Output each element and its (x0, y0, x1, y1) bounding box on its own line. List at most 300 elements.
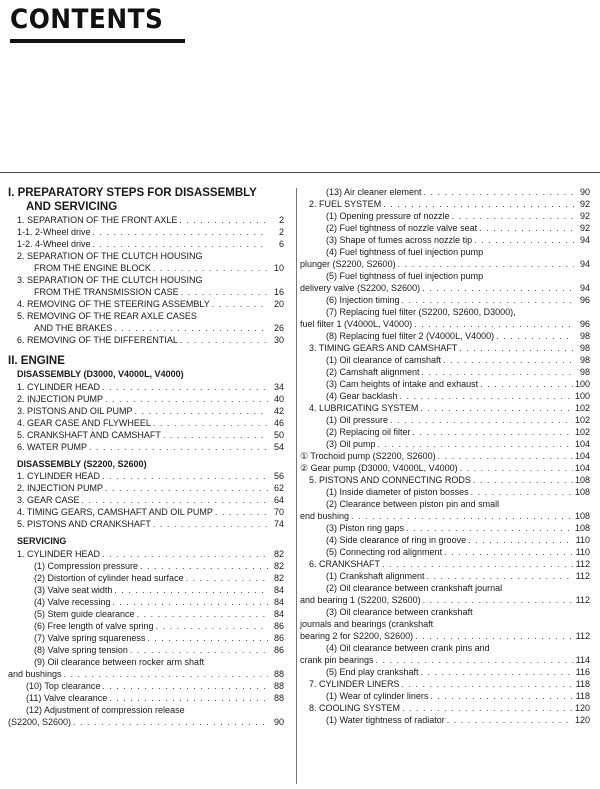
toc-entry-title: ② Gear pump (D3000, V4000L, V4000) (300, 463, 458, 473)
toc-entry (8, 250, 284, 262)
toc-entry-title: 3. TIMING GEARS AND CAMSHAFT (309, 343, 458, 353)
leader-dots (351, 510, 573, 522)
page-title: CONTENTS (10, 4, 164, 35)
toc-page-number: 112 (575, 595, 590, 605)
toc-entry-title: (13) Air cleaner element (326, 187, 422, 197)
leader-dots (147, 632, 268, 644)
toc-entry (300, 486, 590, 498)
toc-page-number: 112 (575, 571, 590, 581)
toc-page-number: 104 (574, 463, 590, 473)
toc-entry (8, 716, 284, 728)
leader-dots (215, 506, 268, 518)
toc-entry-title: 1. CYLINDER HEAD (17, 381, 101, 392)
toc-page-number: 94 (579, 283, 590, 293)
toc-entry-title: 5. CRANKSHAFT AND CAMSHAFT (17, 429, 161, 440)
toc-entry-title: (5) Stem guide clearance (34, 608, 135, 619)
toc-entry (8, 393, 284, 405)
leader-dots (114, 322, 268, 334)
toc-entry-title: 4. LUBRICATING SYSTEM (309, 403, 419, 413)
toc-entry (300, 714, 590, 726)
toc-entry-title: 6. REMOVING OF THE DIFFERENTIAL (17, 335, 178, 345)
toc-entry (300, 498, 590, 510)
leader-dots (443, 354, 574, 366)
toc-entry (300, 342, 590, 354)
toc-entry-title: 4. TIMING GEARS, CAMSHAFT AND OIL PUMP (17, 507, 213, 517)
toc-entry (8, 704, 284, 716)
toc-page-number: 54 (273, 441, 284, 452)
toc-entry-title: 2. SEPARATION OF THE CLUTCH HOUSING (17, 251, 203, 261)
toc-entry-title: (4) Fuel tightness of fuel injection pump (326, 247, 484, 257)
toc-page-number: 70 (273, 507, 284, 517)
leader-dots (137, 608, 268, 620)
toc-page-number: 120 (574, 715, 590, 725)
toc-entry-title: (7) Replacing fuel filter (S2200, S2600, D3000), (326, 307, 516, 317)
toc-entry-title: 5. PISTONS AND CRANKSHAFT (17, 519, 151, 529)
toc-page-number: 34 (273, 381, 284, 392)
toc-entry (8, 298, 284, 310)
toc-entry-title: (4) Oil clearance between crank pins and (326, 643, 490, 653)
toc-entry-title: (9) Oil clearance between rocker arm shaft (34, 656, 205, 667)
leader-dots (181, 286, 268, 298)
toc-entry (300, 366, 590, 378)
leader-dots (102, 381, 268, 393)
toc-entry-title: 3. SEPARATION OF THE CLUTCH HOUSING (17, 275, 203, 285)
leader-dots (73, 716, 268, 728)
toc-entry (8, 632, 284, 644)
toc-entry-title: 5. PISTONS AND CONNECTING RODS (309, 475, 471, 485)
toc-entry-title: 1-1. 2-Wheel drive (17, 227, 91, 237)
toc-entry-title: and bearing 1 (S2200, S2600) (300, 595, 421, 605)
title-underline (10, 39, 185, 43)
toc-entry-title: (6) Injection timing (326, 295, 400, 305)
leader-dots (156, 620, 268, 632)
toc-entry (8, 548, 284, 560)
leader-dots (430, 690, 573, 702)
toc-entry (300, 690, 590, 702)
toc-page-number: 116 (575, 667, 590, 677)
toc-entry (8, 286, 284, 298)
leader-dots (460, 462, 573, 474)
toc-entry-title: I. PREPARATORY STEPS FOR DISASSEMBLY (8, 187, 257, 199)
toc-entry-title: (7) Valve spring squareness (34, 632, 146, 643)
leader-dots (468, 534, 574, 546)
leader-dots (102, 548, 268, 560)
toc-entry-title: crank pin bearings (300, 655, 374, 665)
leader-dots (382, 558, 574, 570)
toc-page-number: 30 (273, 335, 284, 345)
leader-dots (422, 282, 574, 294)
toc-entry (8, 608, 284, 620)
toc-entry (300, 210, 590, 222)
toc-page-number: 108 (574, 511, 590, 521)
leader-dots (479, 222, 574, 234)
toc-entry-title: 4. GEAR CASE AND FLYWHEEL (17, 417, 151, 428)
toc-entry-title: (11) Valve clearance (26, 692, 108, 703)
leader-dots (89, 441, 268, 453)
leader-dots (427, 570, 574, 582)
toc-entry-title: (5) End play crankshaft (326, 667, 419, 677)
toc-entry (8, 274, 284, 286)
leader-dots (473, 474, 573, 486)
toc-entry-title: 6. CRANKSHAFT (309, 559, 381, 569)
toc-entry-title: (8) Valve spring tension (34, 644, 128, 655)
toc-entry-title: (1) Opening pressure of nozzle (326, 211, 450, 221)
leader-dots (459, 342, 574, 354)
leader-dots (444, 546, 574, 558)
toc-entry (300, 582, 590, 594)
toc-entry-title: DISASSEMBLY (S2200, S2600) (17, 458, 147, 469)
toc-entry (8, 405, 284, 417)
toc-entry (300, 438, 590, 450)
toc-page-number: 110 (575, 547, 590, 557)
leader-dots (153, 518, 268, 530)
toc-entry-title: 2. FUEL SYSTEM (309, 199, 382, 209)
toc-page-number: 6 (278, 239, 284, 249)
toc-entry-title: 1. SEPARATION OF THE FRONT AXLE (17, 215, 178, 225)
toc-entry (8, 572, 284, 584)
toc-entry (8, 441, 284, 453)
leader-dots (422, 366, 574, 378)
toc-page-number: 46 (273, 417, 284, 428)
leader-dots (376, 654, 574, 666)
toc-entry-title: (3) Valve seat width (34, 584, 113, 595)
toc-entry-title: 4. REMOVING OF THE STEERING ASSEMBLY (17, 299, 210, 309)
toc-heading (8, 535, 284, 548)
toc-entry (300, 426, 590, 438)
toc-entry-title: (4) Valve recessing (34, 596, 111, 607)
toc-entry-title: journals and bearings (crankshaft (300, 619, 434, 629)
toc-entry (8, 644, 284, 656)
toc-entry (300, 558, 590, 570)
leader-dots (179, 214, 268, 226)
toc-entry-title: delivery valve (S2200, S2600) (300, 283, 421, 293)
toc-entry-title: (12) Adjustment of compression release (26, 704, 185, 715)
toc-entry (8, 310, 284, 322)
toc-page-number: 88 (273, 680, 284, 691)
toc-entry-title: 8. COOLING SYSTEM (309, 703, 401, 713)
toc-page-number: 62 (273, 483, 284, 493)
toc-page-number: 92 (579, 223, 590, 233)
leader-dots (102, 680, 268, 692)
toc-heading (8, 200, 284, 214)
leader-dots (438, 450, 573, 462)
toc-page-number: 2 (278, 215, 284, 225)
toc-entry (300, 666, 590, 678)
toc-entry (300, 642, 590, 654)
toc-page-number: 82 (273, 548, 284, 559)
toc-entry-title: (3) Cam heights of intake and exhaust (326, 379, 479, 389)
leader-dots (402, 678, 574, 690)
toc-page-number: 84 (273, 608, 284, 619)
toc-entry-title: (1) Oil pressure (326, 415, 389, 425)
toc-page-number: 86 (273, 632, 284, 643)
toc-entry (8, 381, 284, 393)
leader-dots (378, 438, 573, 450)
toc-page-number: 40 (273, 393, 284, 404)
toc-page-number: 112 (575, 631, 590, 641)
toc-entry-title: ① Trochoid pump (S2200, S2600) (300, 451, 436, 461)
toc-page-number: 102 (574, 403, 590, 413)
toc-entry (300, 570, 590, 582)
toc-entry-title: (10) Top clearance (26, 680, 101, 691)
toc-page-number: 84 (273, 584, 284, 595)
leader-dots (420, 402, 573, 414)
leader-dots (135, 405, 268, 417)
toc-entry-title: fuel filter 1 (V4000L, V4000) (300, 319, 413, 329)
toc-entry (8, 584, 284, 596)
leader-dots (383, 198, 574, 210)
toc-entry-title: FROM THE TRANSMISSION CASE (34, 287, 179, 297)
toc-entry (300, 606, 590, 618)
toc-page-number: 104 (574, 451, 590, 461)
toc-entry (8, 692, 284, 704)
toc-entry (300, 546, 590, 558)
toc-page-number: 42 (273, 405, 284, 416)
leader-dots (471, 486, 573, 498)
toc-page-number: 90 (273, 716, 284, 727)
toc-page-number: 10 (273, 263, 284, 273)
toc-entry-title: (2) Clearance between piston pin and small (326, 499, 500, 509)
toc-entry (300, 222, 590, 234)
toc-entry-title: FROM THE ENGINE BLOCK (34, 263, 151, 273)
toc-entry-title: (1) Water tightness of radiator (326, 715, 445, 725)
toc-entry-title: bearing 2 for S2200, S2600) (300, 631, 414, 641)
toc-entry (8, 262, 284, 274)
toc-entry (8, 322, 284, 334)
toc-entry-title: end bushing (300, 511, 350, 521)
toc-page-number: 26 (273, 323, 284, 333)
toc-entry-title: (8) Replacing fuel filter 2 (V4000L, V4000) (326, 331, 495, 341)
toc-entry (8, 417, 284, 429)
toc-entry (8, 506, 284, 518)
toc-entry (300, 450, 590, 462)
toc-page-number: 98 (579, 355, 590, 365)
toc-entry (8, 494, 284, 506)
leader-dots (130, 644, 268, 656)
toc-entry-title: (1) Crankshaft alignment (326, 571, 425, 581)
toc-entry (8, 214, 284, 226)
toc-entry-title: 6. WATER PUMP (17, 441, 88, 452)
toc-page-number: 104 (574, 439, 590, 449)
leader-dots (93, 226, 268, 238)
toc-entry-title: 3. GEAR CASE (17, 495, 80, 505)
toc-entry (300, 198, 590, 210)
toc-entry (300, 654, 590, 666)
toc-entry (300, 270, 590, 282)
toc-entry-title: 2. INJECTION PUMP (17, 483, 104, 493)
toc-entry (300, 234, 590, 246)
toc-entry-title: 3. PISTONS AND OIL PUMP (17, 405, 133, 416)
leader-dots (496, 330, 574, 342)
toc-page-number: 94 (579, 259, 590, 269)
toc-heading (8, 368, 284, 381)
toc-page-number: 2 (278, 227, 284, 237)
toc-page-number: 92 (579, 211, 590, 221)
toc-entry-title: 5. REMOVING OF THE REAR AXLE CASES (17, 311, 197, 321)
column-divider (296, 188, 297, 784)
toc-page-number: 118 (575, 691, 590, 701)
leader-dots (474, 234, 574, 246)
leader-dots (105, 393, 268, 405)
toc-page-number: 74 (273, 519, 284, 529)
toc-entry (300, 618, 590, 630)
toc-entry (8, 560, 284, 572)
toc-page-number: 56 (273, 471, 284, 481)
toc-entry-title: (2) Distortion of cylinder head surface (34, 572, 184, 583)
toc-entry-title: AND SERVICING (26, 201, 118, 213)
toc-entry (8, 668, 284, 680)
toc-entry-title: 7. CYLINDER LINERS (309, 679, 400, 689)
toc-entry-title: (2) Fuel tightness of nozzle valve seat (326, 223, 478, 233)
leader-dots (398, 258, 574, 270)
toc-page-number: 90 (579, 187, 590, 197)
toc-page-number: 98 (579, 343, 590, 353)
toc-page-number: 16 (273, 287, 284, 297)
leader-dots (402, 702, 573, 714)
leader-dots (413, 426, 573, 438)
toc-page-number: 108 (574, 475, 590, 485)
toc-page-number: 86 (273, 644, 284, 655)
toc-page-number: 98 (579, 331, 590, 341)
toc-entry-title: II. ENGINE (8, 355, 65, 367)
toc-entry (300, 702, 590, 714)
toc-heading (8, 458, 284, 471)
toc-entry-title: (1) Oil clearance of camshaft (326, 355, 442, 365)
toc-entry-title: (1) Wear of cylinder liners (326, 691, 429, 701)
toc-entry (8, 680, 284, 692)
toc-page-number: 20 (273, 299, 284, 309)
toc-entry (300, 522, 590, 534)
toc-page-number: 96 (579, 319, 590, 329)
toc-entry (8, 334, 284, 346)
leader-dots (180, 334, 268, 346)
toc-entry (8, 238, 284, 250)
toc-entry-title: (5) Connecting rod alignment (326, 547, 443, 557)
toc-entry (300, 402, 590, 414)
leader-dots (82, 494, 268, 506)
toc-entry-title: AND THE BRAKES (34, 323, 113, 333)
toc-entry (300, 246, 590, 258)
toc-page-number: 88 (273, 668, 284, 679)
toc-entry-title: 1. CYLINDER HEAD (17, 471, 101, 481)
toc-entry (300, 318, 590, 330)
toc-page-number: 98 (579, 367, 590, 377)
toc-page-number: 114 (575, 655, 590, 665)
toc-page-number: 94 (579, 235, 590, 245)
toc-page-number: 64 (273, 495, 284, 505)
leader-dots (102, 470, 268, 482)
toc-entry (300, 282, 590, 294)
toc-entry (300, 414, 590, 426)
toc-entry-title: (6) Free length of valve spring (34, 620, 154, 631)
toc-entry-title: (3) Oil clearance between crankshaft (326, 607, 473, 617)
leader-dots (140, 560, 268, 572)
toc-entry (300, 306, 590, 318)
spacer (8, 346, 284, 354)
leader-dots (421, 666, 574, 678)
leader-dots (424, 186, 574, 198)
toc-heading (8, 186, 284, 200)
toc-entry (300, 258, 590, 270)
toc-entry-title: 1. CYLINDER HEAD (17, 548, 101, 559)
leader-dots (414, 318, 574, 330)
leader-dots (105, 482, 268, 494)
toc-entry-title: SERVICING (17, 536, 67, 546)
toc-entry-title: 1-2. 4-Wheel drive (17, 239, 91, 249)
toc-page-number: 96 (579, 295, 590, 305)
toc-page-number: 82 (273, 560, 284, 571)
toc-entry (300, 594, 590, 606)
toc-entry (8, 226, 284, 238)
toc-page-number: 118 (575, 679, 590, 689)
toc-page-number: 100 (574, 379, 590, 389)
leader-dots (93, 238, 268, 250)
toc-entry-title: (S2200, S2600) (8, 716, 72, 727)
leader-dots (112, 596, 268, 608)
leader-dots (114, 584, 268, 596)
leader-dots (153, 262, 268, 274)
leader-dots (109, 692, 268, 704)
toc-entry (8, 482, 284, 494)
toc-entry (300, 390, 590, 402)
toc-entry-title: (1) Inside diameter of piston bosses (326, 487, 469, 497)
toc-entry-title: 2. INJECTION PUMP (17, 393, 104, 404)
toc-entry-title: (2) Camshaft alignment (326, 367, 420, 377)
toc-entry (8, 518, 284, 530)
toc-entry-title: plunger (S2200, S2600) (300, 259, 396, 269)
toc-entry-title: (3) Piston ring gaps (326, 523, 405, 533)
toc-entry-title: (2) Oil clearance between crankshaft journal (326, 583, 503, 593)
toc-entry (8, 656, 284, 668)
toc-entry (300, 630, 590, 642)
leader-dots (163, 429, 268, 441)
toc-page-number: 102 (574, 427, 590, 437)
toc-heading (8, 354, 284, 368)
leader-dots (64, 668, 268, 680)
toc-page-number: 50 (273, 429, 284, 440)
toc-page-number: 108 (574, 487, 590, 497)
toc-page-number: 120 (574, 703, 590, 713)
leader-dots (390, 414, 573, 426)
toc-entry (300, 462, 590, 474)
leader-dots (447, 714, 573, 726)
toc-page-number: 84 (273, 596, 284, 607)
toc-entry-title: (5) Fuel tightness of fuel injection pump (326, 271, 484, 281)
toc-entry (300, 510, 590, 522)
leader-dots (212, 298, 268, 310)
toc-page-number: 86 (273, 620, 284, 631)
toc-page-number: 100 (574, 391, 590, 401)
toc-entry-title: (1) Compression pressure (34, 560, 139, 571)
leader-dots (402, 294, 574, 306)
toc-entry (8, 429, 284, 441)
toc-entry-title: (3) Shape of fumes across nozzle tip (326, 235, 473, 245)
toc-page-number: 102 (574, 415, 590, 425)
leader-dots (153, 417, 268, 429)
toc-entry (300, 534, 590, 546)
toc-page-number: 110 (575, 535, 590, 545)
toc-entry (300, 378, 590, 390)
toc-right-column (300, 186, 590, 726)
toc-entry-title: (2) Replacing oil filter (326, 427, 411, 437)
toc-entry-title: (4) Side clearance of ring in groove (326, 535, 467, 545)
toc-page-number: 82 (273, 572, 284, 583)
leader-dots (452, 210, 574, 222)
toc-entry (300, 678, 590, 690)
toc-entry-title: (4) Gear backlash (326, 391, 398, 401)
toc-entry (8, 470, 284, 482)
toc-entry (300, 354, 590, 366)
